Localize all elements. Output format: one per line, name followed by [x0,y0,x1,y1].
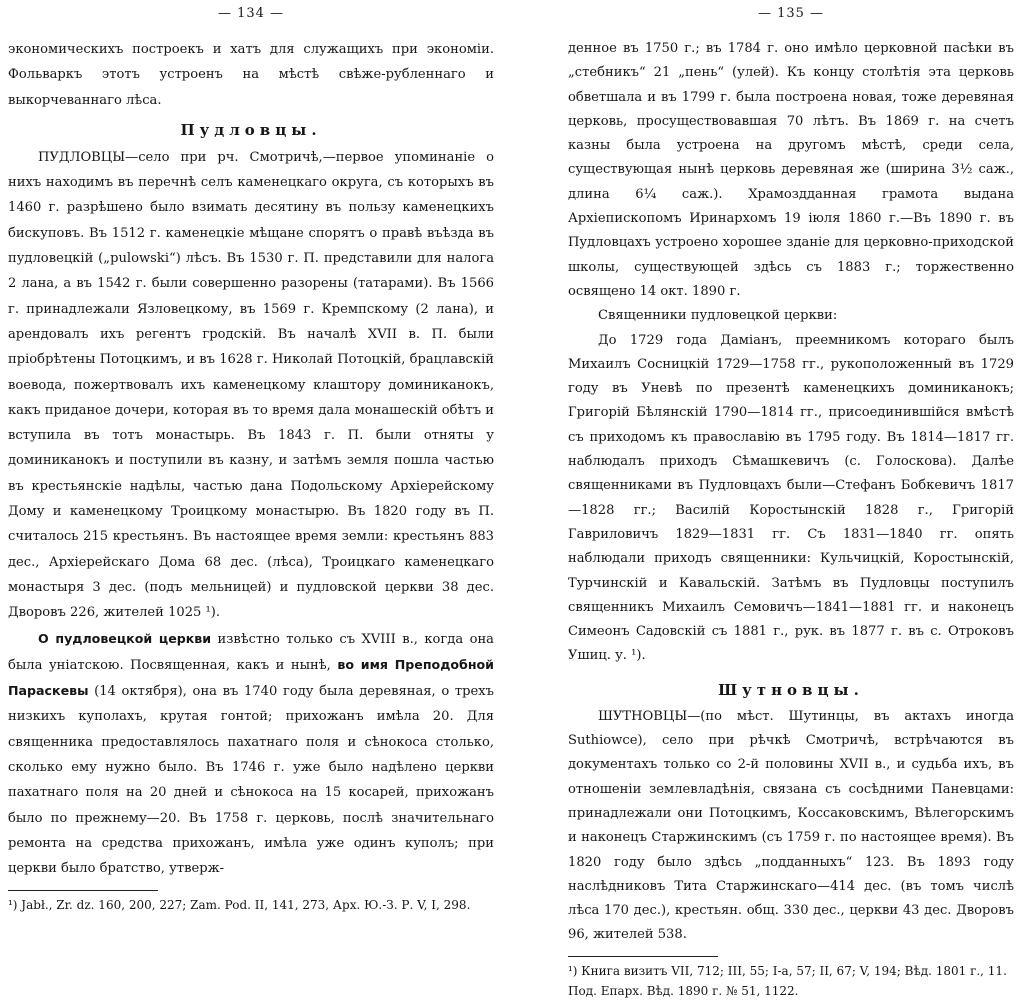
bold-phrase: во имя Преподобной Параскевы [8,656,494,699]
page-body [568,37,1014,948]
section-heading: Шутновцы. [718,680,864,699]
page-number: — 134 — [217,6,285,21]
paragraph-text: (14 октября), она въ 1740 году была деревяная, о трехъ низкихъ куполахъ, крутая гонтой; прихожанъ имѣла 20. Для священника предоставлялось пахатнаго поля и сѣнокоса столько, сколько ему нужно было. Въ 1746 г. уже было надѣлено церкви пахатнаго поля на 20 дней и сѣнокоса на 15 косарей, прихожанъ было по прежнему—20. Въ 1758 г. церковь, послѣ значительнаго ремонта на средства прихожанъ, имѣла уже одинъ куполъ; при церкви было братство, утверж- [8,684,494,877]
footnote-rule [568,956,718,957]
church-paragraph [8,626,494,882]
body-paragraph: ШУТНОВЦЫ—(по мѣст. Шутинцы, въ актахъ иногда Suthiowce), село при рѣчкѣ Смотричѣ, встрѣчаются въ документахъ только со 2-й половины XVII в., и судьба ихъ, въ отношеніи землевладѣнія, связана съ сосѣдними Паневцами: принадлежали они Потоцкимъ, Коссаковскимъ, Вѣлегорскимъ и наконецъ Старжинскимъ (съ 1759 г. по настоящее время). Въ 1820 году было здѣсь „подданныхъ“ 123. Въ 1893 году наслѣдниковъ Тита Старжинскаго—414 дес. (въ томъ числѣ лѣса 170 дес.), крестьян. общ. 330 дес., церкви 43 дес. Дворовъ 96, жителей 538. [568,708,1014,943]
body-paragraph: ПУДЛОВЦЫ—село при рч. Смотричѣ,—первое упоминаніе о нихъ находимъ въ перечнѣ селъ каменецкаго округа, съ которыхъ въ 1460 г. разрѣшено было взимать десятину въ пользу каменецкихъ бискуповъ. Въ 1512 г. каменецкіе мѣщане спорятъ о правѣ въѣзда въ пудловецкій („pulowski“) лѣсъ. Въ 1530 г. П. представили для налога 2 лана, а въ 1542 г. были совершенно разорены (татарами). Въ 1566 г. принадлежали Язловецкому, въ 1569 г. Кремпскому (2 лана), и арендовалъ ихъ регентъ гродскій. Въ началѣ XVII в. П. были пріобрѣтены Потоцкимъ, и въ 1628 г. Николай Потоцкій, брацлавскій воевода, пожертвовалъ ихъ каменецкому клаштору доминиканокъ, какъ приданое дочери, которая въ то время дала монашескій обѣтъ и вступила въ тотъ монастырь. Въ 1843 г. П. были отняты у доминиканокъ и поступили въ казну, и затѣмъ земля пошла частью въ крестьянскіе надѣлы, частью дана Подольскому Архіерейскому Дому и каменецкому Троицкому монастырю. Въ 1820 году въ П. считалось 215 крестьянъ. Въ настоящее время земли: крестьянъ 883 дес., Архіерейскаго Дома 68 дес. (лѣса), Троицкаго каменецкаго монастыря 3 дес. (подъ мельницей) и пудловской церкви 38 дес. Дворовъ 226, жителей 1025 ¹). [8,149,494,621]
bold-phrase: О пудловецкой церкви [38,630,212,646]
page-number: — 135 — [757,6,825,21]
intro-paragraph: экономическихъ построекъ и хатъ для служащихъ при экономіи. Фольваркъ этотъ устроенъ на мѣстѣ свѣже-рубленнаго и выкорчеваннаго лѣса. [8,42,494,108]
paragraph-text: извѣстно только съ XVIII в., когда она была уніатскою. Посвященная, какъ и нынѣ, [8,631,494,673]
footnote-rule [8,890,158,891]
footnote: ¹) Jabł., Zr. dz. 160, 200, 227; Zam. Pod. II, 141, 273, Арх. Ю.-З. Р. V, I, 298. [8,897,471,912]
section-heading: Пудловцы. [180,120,322,139]
body-paragraph: До 1729 года Даміанъ, преемникомъ котораго былъ Михаилъ Сосницкій 1729—1758 гг., рукоположенный въ 1729 году въ Уневѣ по презентѣ каменецкихъ доминиканокъ; Григорій Бѣлянскій 1790—1814 гг., присоединившійся вмѣстѣ съ приходомъ къ православію въ 1795 году. Въ 1814—1817 гг. наблюдалъ приходъ Сѣмашкевичъ (с. Голоскова). Далѣе священниками въ Пудловцахъ были—Стефанъ Бобкевичъ 1817—1828 гг.; Василій Коростынскій 1828 г., Григорій Гавриловичъ 1829—1831 гг. Съ 1831—1840 гг. опять наблюдали приходъ священники: Кульчицкій, Коростынскій, Турчинскій и Кавальскій. Затѣмъ въ Пудловцы поступилъ священникъ Михаилъ Семовичъ—1841—1881 гг. и наконецъ Симеонъ Садовскій съ 1881 г., рук. въ 1877 г. въ с. Отроковъ Ушиц. у. ¹). [568,332,1014,664]
body-paragraph: Священники пудловецкой церкви: [598,308,838,324]
page-body [8,37,494,882]
body-paragraph: денное въ 1750 г.; въ 1784 г. оно имѣло церковной пасѣки въ „стебникъ“ 21 „пень“ (улей). Къ концу столѣтія эта церковь обветшала и въ 1799 г. была построена новая, тоже деревяная церковь, просуществовавшая 70 лѣтъ. Въ 1869 г. на счетъ казны была устроена на другомъ мѣстѣ, среди села, существующая нынѣ церковь деревяная же (ширина 3½ саж., длина 6¼ саж.). Храмоздданная грамота выдана Архіепископомъ Иринархомъ 19 іюля 1860 г.—Въ 1890 г. въ Пудловцахъ устроено хорошее зданіе для церковно-приходской школы, существующей здѣсь съ 1883 г.; торжественно освящено 14 окт. 1890 г. [568,41,1014,299]
footnote: ¹) Книга визитъ VII, 712; III, 55; I-а, 57; II, 67; V, 194; Вѣд. 1801 г., 11. Под. Епарх. Вѣд. 1890 г. № 51, 1122. [568,963,1007,998]
right-page [512,0,1024,998]
left-page [0,0,512,912]
